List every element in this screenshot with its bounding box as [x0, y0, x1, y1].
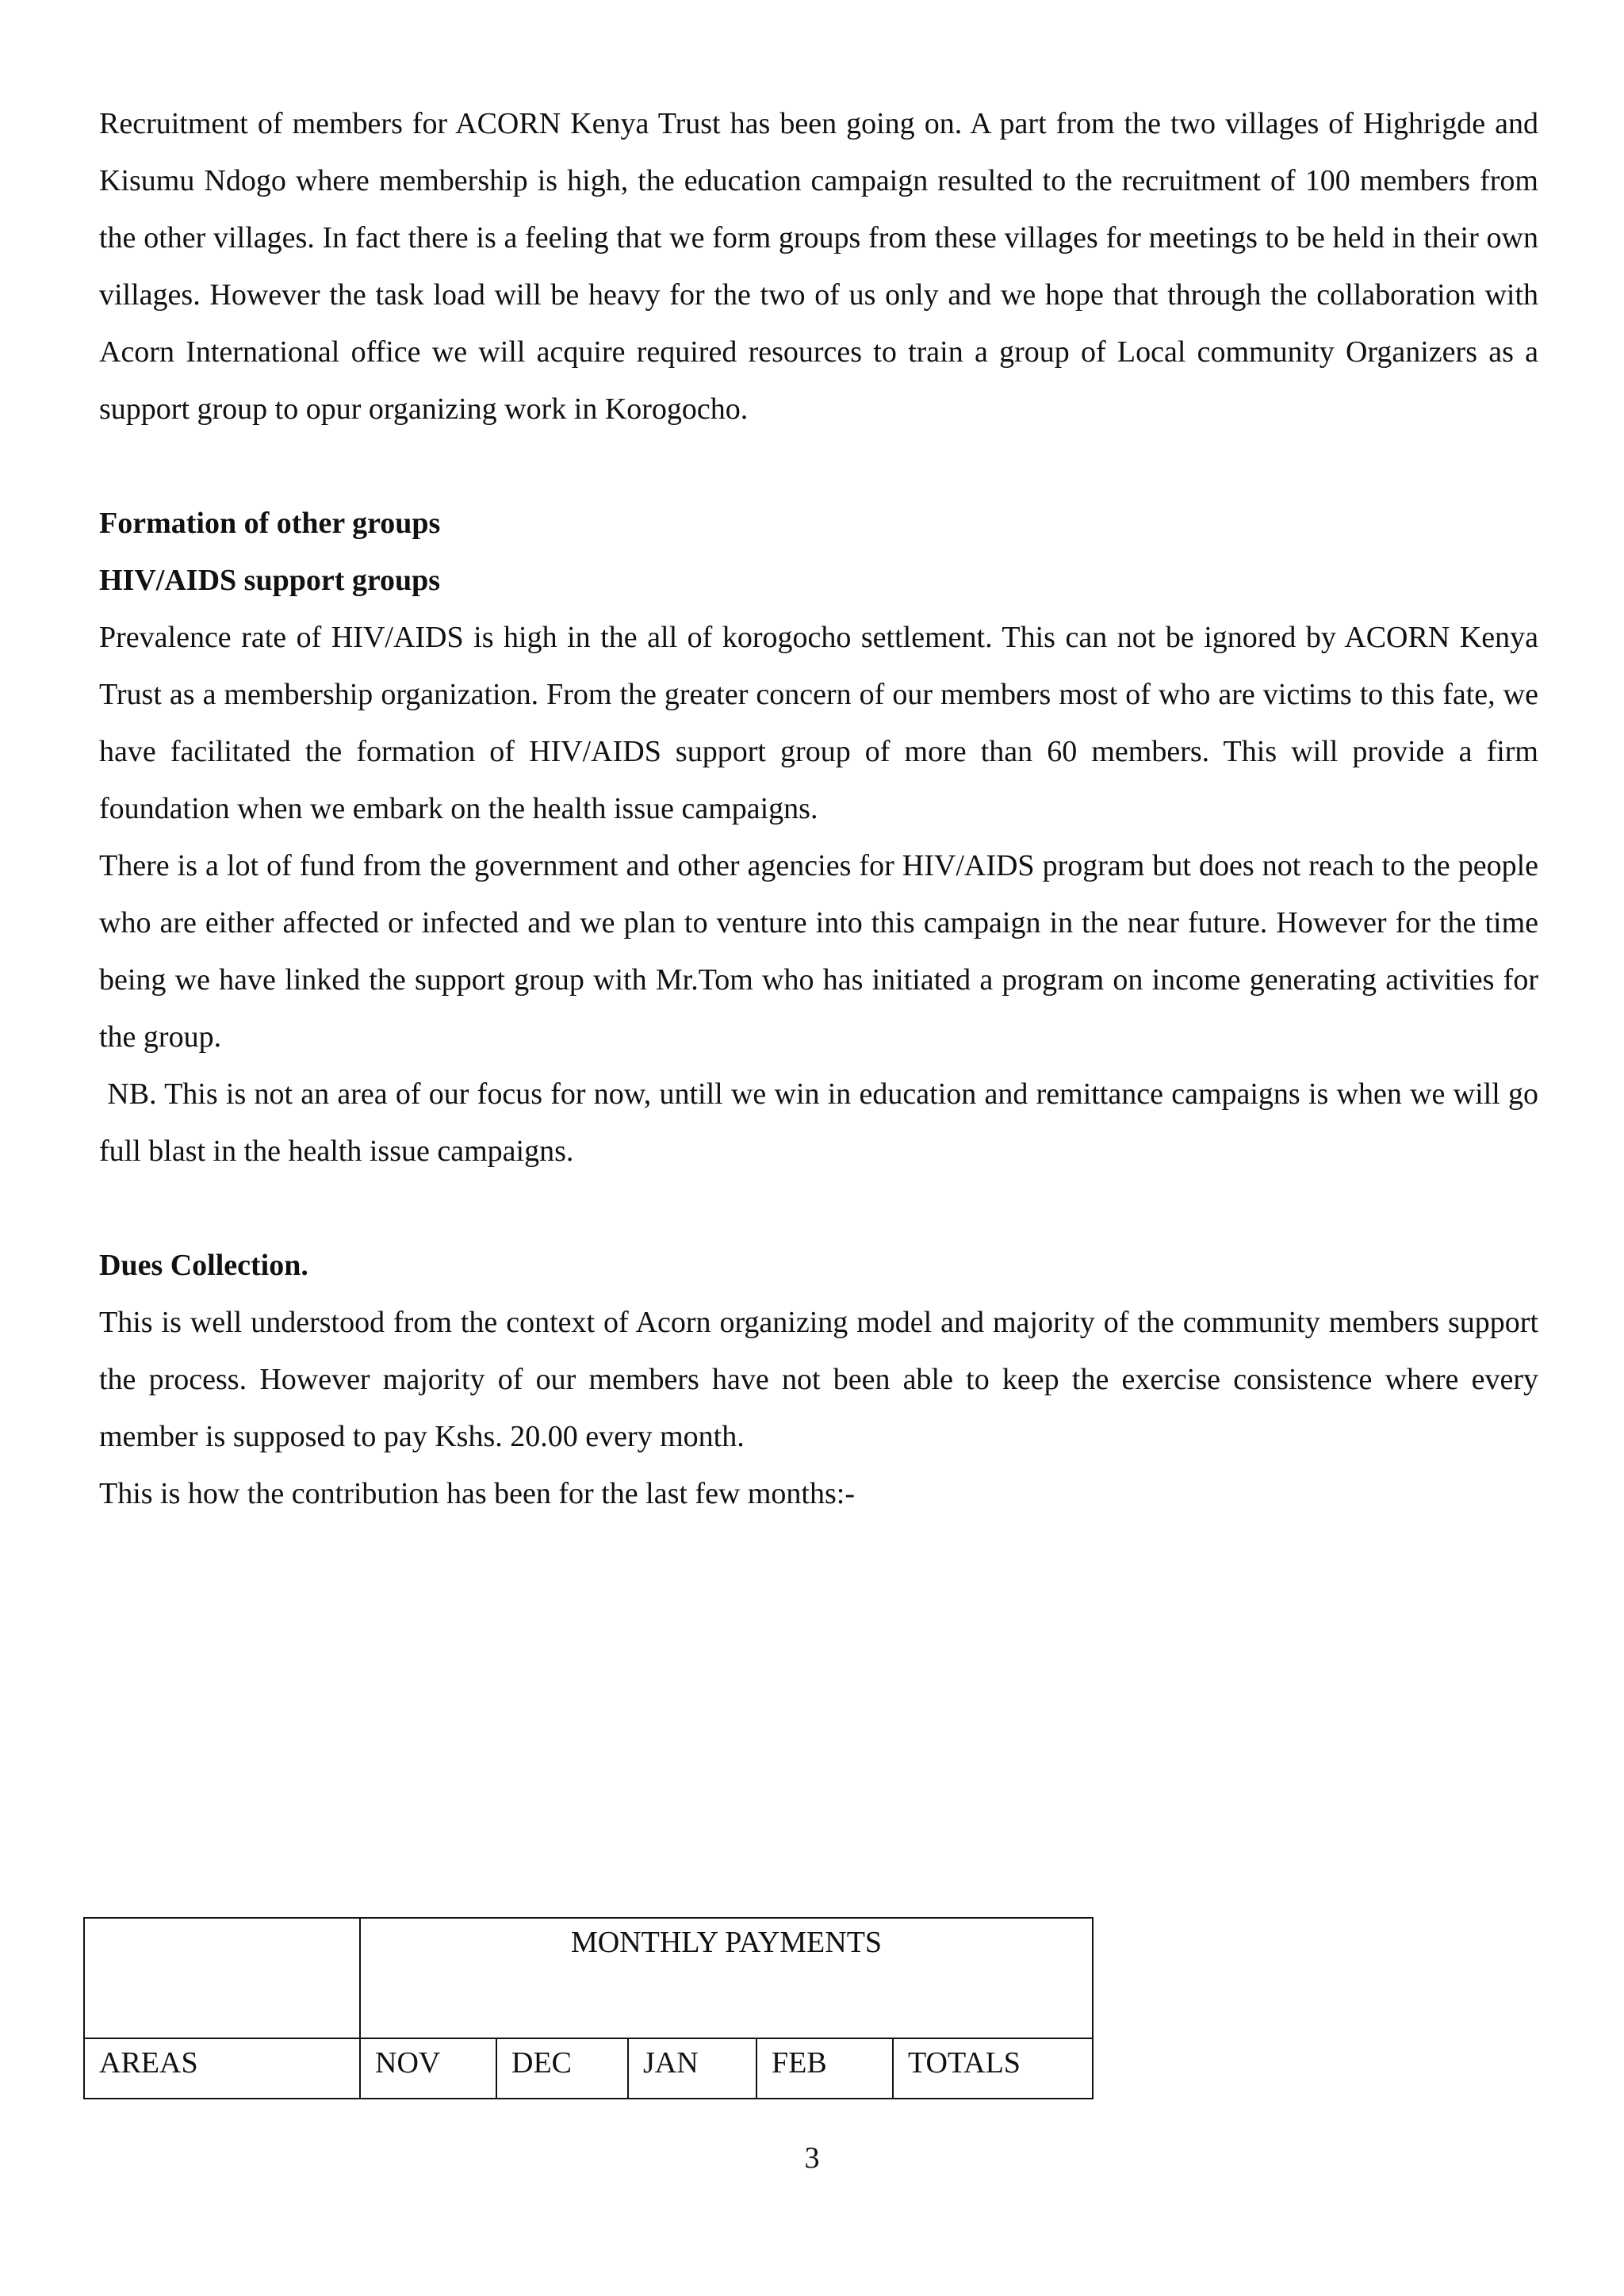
heading-hiv-aids-support-groups: HIV/AIDS support groups: [99, 564, 441, 597]
column-header-dec: DEC: [496, 2038, 628, 2099]
table-title-cell: MONTHLY PAYMENTS: [360, 1918, 1093, 2038]
column-header-jan: JAN: [628, 2038, 756, 2099]
monthly-payments-table: [83, 1917, 1094, 2099]
spacer: [99, 1180, 1538, 1237]
paragraph-hiv-prevalence: Prevalence rate of HIV/AIDS is high in the all of korogocho settlement. This can not be ignored by ACORN Kenya Trust as a membership organization. From the greater concern of our members most of who are victims to this fate, we have facilitated the formation of HIV/AIDS support group of more than 60 members. This will provide a firm foundation when we embark on the health issue campaigns.: [99, 621, 1538, 825]
heading-dues-collection: Dues Collection.: [99, 1249, 308, 1282]
table-header-row: [84, 1918, 1093, 2038]
page-number: 3: [804, 2141, 820, 2175]
paragraph-dues-intro: This is how the contribution has been for the last few months:-: [99, 1477, 855, 1510]
paragraph-hiv-funds: There is a lot of fund from the government and other agencies for HIV/AIDS program but does not reach to the people who are either affected or infected and we plan to venture into this campaign in the near future. However for the time being we have linked the support group with Mr.Tom who has initiated a program on income generating activities for the group.: [99, 849, 1538, 1054]
paragraph-dues-body: This is well understood from the context of Acorn organizing model and majority of the community members support the process. However majority of our members have not been able to keep the exercise consistence where every member is supposed to pay Kshs. 20.00 every month.: [99, 1306, 1538, 1453]
heading-formation-of-other-groups: Formation of other groups: [99, 507, 441, 540]
column-header-totals: TOTALS: [893, 2038, 1093, 2099]
column-header-areas: AREAS: [84, 2038, 360, 2099]
document-body: [99, 95, 1546, 1522]
monthly-payments-table-wrapper: [83, 1917, 1094, 2099]
paragraph-recruitment: Recruitment of members for ACORN Kenya Trust has been going on. A part from the two villages of Highrigde and Kisumu Ndogo where membership is high, the education campaign resulted to the recruitment of 100 members from the other villages. In fact there is a feeling that we form groups from these villages for meetings to be held in their own villages. However the task load will be heavy for the two of us only and we hope that through the collaboration with Acorn International office we will acquire required resources to train a group of Local community Organizers as a support group to opur organizing work in Korogocho.: [99, 107, 1538, 426]
column-header-feb: FEB: [756, 2038, 893, 2099]
table-empty-cell: [84, 1918, 360, 2038]
spacer: [99, 438, 1538, 495]
table-column-row: [84, 2038, 1093, 2099]
paragraph-hiv-nb: NB. This is not an area of our focus for now, untill we win in education and remittance campaigns is when we will go full blast in the health issue campaigns.: [99, 1077, 1546, 1168]
column-header-nov: NOV: [360, 2038, 496, 2099]
